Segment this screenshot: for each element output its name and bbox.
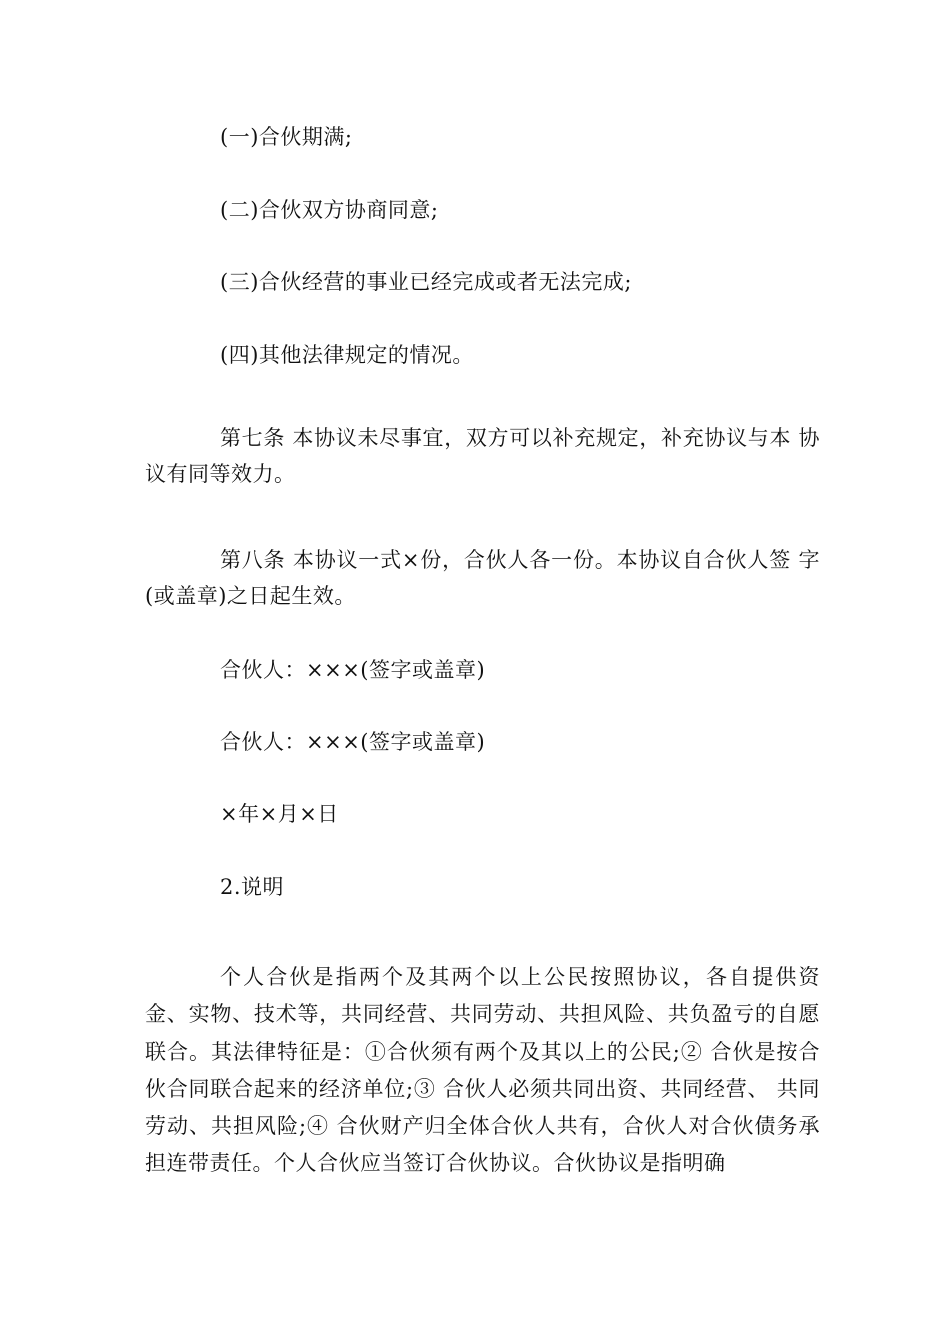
dissolution-item-3: (三)合伙经营的事业已经完成或者无法完成; [220,270,632,294]
explanation-paragraph: 个人合伙是指两个及其两个以上公民按照协议，各自提供资金、实物、技术等，共同经营、共同劳动、共担风险、共负盈亏的自愿联合。其法律特征是：①合伙须有两个及其以上的公民;② 合伙是按合伙合同联合起来的经济单位;③ 合伙人必须共同出资、共同经营、 共同劳动、共担风险;④ 合伙财产归全体合伙人共有，合伙人对合伙债务承担连带责任。个人合伙应当签订合伙协议。合伙协议是指明确 [145,965,820,1176]
section-heading: 2.说明 [220,875,285,899]
dissolution-item-4: (四)其他法律规定的情况。 [220,343,474,367]
dissolution-item-2: (二)合伙双方协商同意; [220,198,439,222]
partner-signature-2: 合伙人：×××(签字或盖章) [220,730,486,754]
article-7-paragraph: 第七条 本协议未尽事宜，双方可以补充规定，补充协议与本 协议有同等效力。 [145,426,820,486]
partner-signature-1: 合伙人：×××(签字或盖章) [220,658,486,682]
article-8-paragraph: 第八条 本协议一式×份，合伙人各一份。本协议自合伙人签 字(或盖章)之日起生效。 [145,548,820,608]
signing-date: ×年×月×日 [220,802,339,826]
dissolution-item-1: (一)合伙期满; [220,125,353,149]
